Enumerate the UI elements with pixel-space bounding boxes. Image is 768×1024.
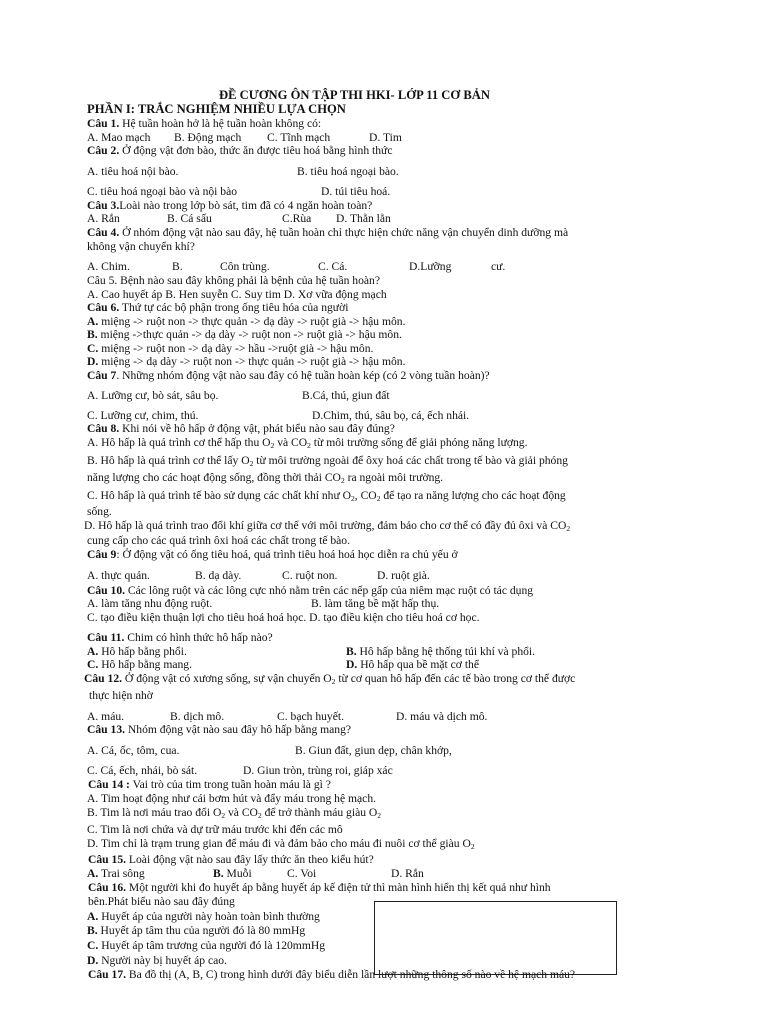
question-4: Câu 4. Ở nhóm động vật nào sau đây, hệ tuần hoàn chỉ thực hiện chức năng vận chuyển dinh dưỡng mà [87, 226, 569, 239]
question-6: Câu 6. Thứ tự các bộ phận trong ống tiêu hóa của người [87, 301, 349, 314]
question-15: Câu 15. Loài động vật nào sau đây lấy thức ăn theo kiểu hút? [88, 853, 374, 866]
q8-option-b-cont: năng lượng cho các hoạt động sống, đồng thời thải $CO_2$ ra ngoài môi trường. [87, 471, 444, 485]
q12-option-b: B. dịch mô. [170, 710, 225, 723]
q16-option-c: C. Huyết áp tâm trương của người đó là 120mmHg [87, 939, 326, 952]
q4-option-c: C. Cá. [318, 260, 348, 273]
q10-option-a: A. làm tăng nhu động ruột. [87, 597, 213, 610]
q2-option-a: A. tiêu hoá nội bào. [87, 165, 179, 178]
q3-option-b: B. Cá sấu [167, 212, 212, 225]
q16-option-b: B. Huyết áp tâm thu của người đó là 80 mmHg [87, 924, 306, 937]
question-1: Câu 1. Hệ tuần hoàn hở là hệ tuần hoàn không có: [87, 117, 322, 130]
q15-option-b: B. Muỗi [213, 867, 252, 880]
q9-option-c: C. ruột non. [282, 569, 338, 582]
q1-option-c: C. Tĩnh mạch [267, 131, 331, 144]
q2-option-c: C. tiêu hoá ngoại bào và nội bào [87, 185, 238, 198]
q11-option-d: D. Hô hấp qua bề mặt cơ thể [346, 658, 479, 671]
q9-option-b: B. dạ dày. [195, 569, 242, 582]
question-8: Câu 8. Khi nói về hô hấp ở động vật, phát biểu nào sau đây đúng? [87, 422, 395, 435]
q16-option-a: A. Huyết áp của người này hoàn toàn bình thường [87, 910, 320, 923]
q6-option-a: A. miệng -> ruột non -> thực quản -> dạ dày -> ruột già -> hậu môn. [87, 315, 406, 328]
q4-option-d: D.Lưỡng [409, 260, 452, 273]
q12-option-c: C. bạch huyết. [277, 710, 344, 723]
q2-option-b: B. tiêu hoá ngoại bào. [297, 165, 399, 178]
question-2: Câu 2. Ở động vật đơn bào, thức ăn được tiêu hoá bằng hình thức [87, 144, 393, 157]
q13-option-d: D. Giun tròn, trùng roi, giáp xác [243, 764, 393, 777]
q11-option-a: A. Hô hấp bằng phổi. [87, 645, 187, 658]
q8-option-d: D. Hô hấp là quá trình trao đổi khí giữa cơ thể với môi trường, đảm bảo cho cơ thể có đầy đủ ôxi và $CO_2$ [84, 519, 571, 533]
q15-option-a: A. Trai sông [87, 867, 145, 880]
question-9: Câu 9: Ở động vật có ống tiêu hoá, quá trình tiêu hoá hoá học diễn ra chủ yếu ở [87, 548, 458, 561]
q10-option-cd: C. tạo điều kiện thuận lợi cho tiêu hoá hoá học. D. tạo điều kiện cho tiêu hoá cơ học. [87, 611, 480, 624]
q8-option-a: A. Hô hấp là quá trình cơ thể hấp thu $O_2$ và $CO_2$ từ môi trường sống để giải phóng năng lượng. [87, 436, 528, 450]
figure-image-box [374, 901, 617, 975]
question-11: Câu 11. Chim có hình thức hô hấp nào? [87, 631, 273, 644]
q14-option-a: A. Tim hoạt động như cái bơm hút và đẩy máu trong hệ mạch. [87, 792, 377, 805]
q4-option-b: B. [172, 260, 183, 273]
q15-option-c: C. Voi [287, 867, 317, 880]
question-16-cont: bên.Phát biểu nào sau đây đúng [88, 895, 235, 908]
q12-option-d: D. máu và dịch mô. [396, 710, 488, 723]
q4-option-d-end: cư. [491, 260, 506, 273]
q7-option-b: B.Cá, thú, giun đất [302, 389, 390, 402]
q3-option-a: A. Rắn [87, 212, 120, 225]
question-12-cont: thực hiện nhờ [89, 689, 153, 702]
q13-option-c: C. Cá, ếch, nhái, bò sát. [87, 764, 198, 777]
q1-option-b: B. Động mạch [174, 131, 242, 144]
q3-option-c: C.Rùa [282, 212, 312, 225]
question-10: Câu 10. Các lông ruột và các lông cực nhỏ nằm trên các nếp gấp của niêm mạc ruột có tác dụng [87, 584, 534, 597]
question-14: Câu 14 : Vai trò của tim trong tuần hoàn máu là gì ? [88, 778, 331, 791]
q8-option-d-cont: cung cấp cho các quá trình ôxi hoá các chất trong tế bào. [87, 534, 350, 547]
q9-option-a: A. thực quản. [87, 569, 150, 582]
question-13: Câu 13. Nhóm động vật nào sau đây hô hấp bằng mang? [87, 723, 352, 736]
q7-option-c: C. Lưỡng cư, chim, thú. [87, 409, 199, 422]
q4-option-a: A. Chim. [87, 260, 130, 273]
q16-option-d: D. Người này bị huyết áp cao. [87, 954, 227, 967]
q13-option-b: B. Giun đất, giun dẹp, chân khớp, [295, 744, 452, 757]
q1-option-d: D. Tim [369, 131, 402, 144]
q3-option-d: D. Thằn lằn [336, 212, 391, 225]
q7-option-a: A. Lưỡng cư, bò sát, sâu bọ. [87, 389, 219, 402]
q4-option-b-text: Côn trùng. [220, 260, 270, 273]
question-3: Câu 3.Loài nào trong lớp bò sát, tim đã có 4 ngăn hoàn toàn? [87, 199, 373, 212]
q8-option-b: B. Hô hấp là quá trình cơ thể lấy $O_2$ từ môi trường ngoài để ôxy hoá các chất trong tế bào và giải phóng [87, 454, 568, 468]
question-7: Câu 7. Những nhóm động vật nào sau đây có hệ tuần hoàn kép (có 2 vòng tuần hoàn)? [87, 369, 490, 382]
q14-option-c: C. Tim là nơi chứa và dự trữ máu trước khi đến các mô [87, 823, 343, 836]
q2-option-d: D. túi tiêu hoá. [321, 185, 391, 198]
q6-option-d: D. miệng -> dạ dày -> ruột non -> thực quản -> ruột già -> hậu môn. [87, 355, 406, 368]
q6-option-b: B. miệng ->thực quản -> dạ dày -> ruột non -> ruột già -> hậu môn. [87, 328, 402, 341]
q11-option-b: B. Hô hấp bằng hệ thống túi khí và phổi. [346, 645, 536, 658]
q6-option-c: C. miệng -> ruột non -> dạ dày -> hầu ->ruột già -> hậu môn. [87, 342, 374, 355]
q14-option-b: B. Tim là nơi máu trao đổi $O_2$ và $CO_2$ để trở thành máu giàu $O_2$ [87, 806, 382, 820]
q13-option-a: A. Cá, ốc, tôm, cua. [87, 744, 180, 757]
part-heading: PHẦN I: TRẮC NGHIỆM NHIỀU LỰA CHỌN [87, 102, 346, 116]
q15-option-d: D. Rắn [391, 867, 424, 880]
q7-option-d: D.Chim, thú, sâu bọ, cá, ếch nhái. [312, 409, 470, 422]
q10-option-b: B. làm tăng bề mặt hấp thụ. [311, 597, 440, 610]
q5-options: A. Cao huyết áp B. Hen suyễn C. Suy tim D. Xơ vữa động mạch [87, 288, 387, 301]
q14-option-d: D. Tim chỉ là trạm trung gian để máu đi và đảm bảo cho máu đi nuôi cơ thể giàu $O_2$ [87, 837, 475, 851]
q9-option-d: D. ruột già. [377, 569, 430, 582]
q8-option-c: C. Hô hấp là quá trình tế bào sử dụng các chất khí như $O_2$, $CO_2$ để tạo ra năng lượng cho các hoạt động [87, 489, 566, 503]
q12-option-a: A. máu. [87, 710, 125, 723]
question-16: Câu 16. Một người khi đo huyết áp bằng huyết áp kế điện tử thì màn hình hiển thị kết quả như hình [88, 881, 551, 894]
question-12: Câu 12. Ở động vật có xương sống, sự vận chuyển $O_2$ từ cơ quan hô hấp đến các tế bào trong cơ thể được [84, 672, 576, 686]
question-5: Câu 5. Bệnh nào sau đây không phải là bệnh của hệ tuần hoàn? [87, 274, 380, 287]
question-17: Câu 17. Ba đồ thị (A, B, C) trong hình dưới đây biểu diễn lần lượt những thông số nào về hệ mạch máu? [88, 968, 576, 981]
q8-option-c-cont: sống. [87, 505, 112, 518]
doc-title: ĐỀ CƯƠNG ÔN TẬP THI HKI- LỚP 11 CƠ BẢN [219, 88, 490, 102]
question-4-cont: không vận chuyển khí? [87, 240, 195, 253]
q1-option-a: A. Mao mạch [87, 131, 151, 144]
q11-option-c: C. Hô hấp bằng mang. [87, 658, 192, 671]
